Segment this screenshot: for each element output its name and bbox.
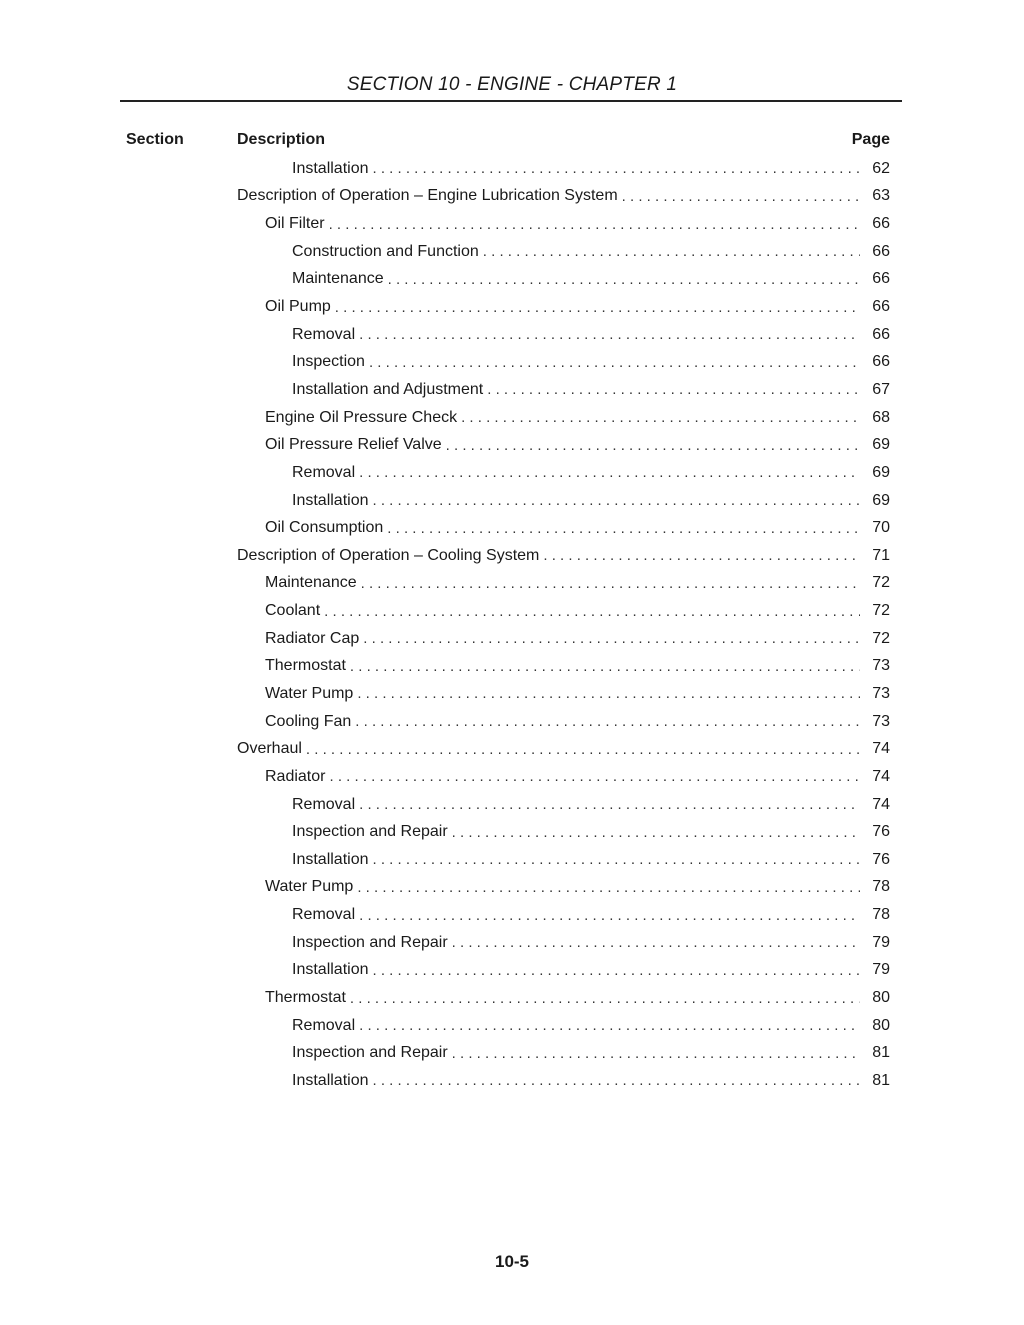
toc-entry-label: Removal bbox=[292, 463, 356, 481]
toc-entry-label: Thermostat bbox=[265, 989, 346, 1007]
toc-entry[interactable] bbox=[237, 1012, 890, 1040]
toc-leader-dots bbox=[373, 1072, 861, 1089]
toc-entry-page: 79 bbox=[872, 933, 890, 951]
column-header-page: Page bbox=[851, 131, 890, 148]
toc-entry-page: 74 bbox=[872, 767, 890, 785]
toc-entry-label: Removal bbox=[292, 795, 356, 813]
toc-entry-label: Oil Pump bbox=[265, 298, 331, 316]
toc-entry-label: Installation bbox=[292, 1071, 369, 1089]
toc-entry-page: 76 bbox=[872, 823, 890, 841]
toc-entry-page: 81 bbox=[872, 1071, 890, 1089]
toc-leader-dots bbox=[452, 824, 860, 841]
toc-leader-dots bbox=[369, 354, 860, 371]
toc-entry-page: 66 bbox=[872, 242, 890, 260]
toc-entry[interactable] bbox=[237, 901, 890, 929]
header-divider bbox=[120, 100, 902, 102]
toc-leader-dots bbox=[357, 685, 860, 702]
toc-entry-label: Description of Operation – Engine Lubrication System bbox=[237, 187, 618, 205]
toc-entry-page: 66 bbox=[872, 270, 890, 288]
toc-entry-page: 70 bbox=[872, 519, 890, 537]
toc-entry-label: Installation and Adjustment bbox=[292, 380, 484, 398]
toc-entry[interactable] bbox=[237, 376, 890, 404]
toc-leader-dots bbox=[355, 713, 860, 730]
toc-entry-page: 62 bbox=[872, 159, 890, 177]
toc-entry-page: 66 bbox=[872, 298, 890, 316]
toc-entry-page: 73 bbox=[872, 712, 890, 730]
toc-entry-page: 72 bbox=[872, 574, 890, 592]
toc-leader-dots bbox=[357, 879, 860, 896]
toc-entry[interactable] bbox=[237, 321, 890, 349]
toc-leader-dots bbox=[329, 768, 860, 785]
toc-entry[interactable] bbox=[237, 625, 890, 653]
toc-leader-dots bbox=[359, 326, 860, 343]
toc-entry-label: Water Pump bbox=[265, 684, 354, 702]
toc-leader-dots bbox=[373, 492, 861, 509]
toc-entry-page: 66 bbox=[872, 215, 890, 233]
toc-entry-label: Installation bbox=[292, 159, 369, 177]
toc-entry-label: Removal bbox=[292, 1016, 356, 1034]
page-number: 10-5 bbox=[494, 1252, 530, 1271]
toc-entry-page: 63 bbox=[872, 187, 890, 205]
toc-entry[interactable] bbox=[237, 183, 890, 211]
toc-entry-label: Coolant bbox=[265, 602, 321, 620]
toc-entry-page: 80 bbox=[872, 1016, 890, 1034]
toc-entry[interactable] bbox=[237, 487, 890, 515]
toc-entry[interactable] bbox=[237, 542, 890, 570]
toc-entry-page: 74 bbox=[872, 740, 890, 758]
toc-entry-label: Maintenance bbox=[292, 270, 384, 288]
toc-entry[interactable] bbox=[237, 1040, 890, 1068]
toc-entry-label: Inspection and Repair bbox=[292, 933, 448, 951]
page-title: SECTION 10 - ENGINE - CHAPTER 1 bbox=[346, 74, 678, 95]
toc-entry[interactable] bbox=[237, 818, 890, 846]
toc-entry-page: 76 bbox=[872, 850, 890, 868]
toc-entry-page: 66 bbox=[872, 325, 890, 343]
toc-entry-label: Oil Filter bbox=[265, 215, 325, 233]
toc-leader-dots bbox=[361, 575, 860, 592]
toc-entry[interactable] bbox=[237, 680, 890, 708]
toc-leader-dots bbox=[373, 160, 861, 177]
toc-entry-page: 78 bbox=[872, 906, 890, 924]
toc-entry[interactable] bbox=[237, 155, 890, 183]
toc-entry-label: Inspection bbox=[292, 353, 365, 371]
toc-entry[interactable] bbox=[237, 984, 890, 1012]
toc-entry-page: 73 bbox=[872, 684, 890, 702]
toc-entry-label: Installation bbox=[292, 961, 369, 979]
toc-entry[interactable] bbox=[237, 431, 890, 459]
toc-entry-label: Installation bbox=[292, 850, 369, 868]
toc-entry-label: Engine Oil Pressure Check bbox=[265, 408, 458, 426]
toc-entry-label: Oil Pressure Relief Valve bbox=[265, 436, 442, 454]
toc-entry-label: Oil Consumption bbox=[265, 519, 384, 537]
toc-entry-label: Water Pump bbox=[265, 878, 354, 896]
toc-leader-dots bbox=[388, 271, 860, 288]
toc-entry[interactable] bbox=[237, 404, 890, 432]
toc-leader-dots bbox=[363, 630, 860, 647]
toc-leader-dots bbox=[329, 216, 860, 233]
toc-entry[interactable] bbox=[237, 459, 890, 487]
toc-entry[interactable] bbox=[237, 597, 890, 625]
toc-entry[interactable] bbox=[237, 210, 890, 238]
toc-entry-page: 68 bbox=[872, 408, 890, 426]
column-header-description: Description bbox=[237, 131, 326, 148]
toc-leader-dots bbox=[461, 409, 860, 426]
toc-entry-label: Thermostat bbox=[265, 657, 346, 675]
toc-entry[interactable] bbox=[237, 763, 890, 791]
toc-entry-page: 67 bbox=[872, 380, 890, 398]
toc-leader-dots bbox=[487, 381, 860, 398]
toc-entry-label: Construction and Function bbox=[292, 242, 479, 260]
toc-entry-page: 71 bbox=[872, 546, 890, 564]
toc-entry-page: 74 bbox=[872, 795, 890, 813]
toc-entry-page: 79 bbox=[872, 961, 890, 979]
toc-entry[interactable] bbox=[237, 514, 890, 542]
toc-entry[interactable] bbox=[237, 266, 890, 294]
toc-leader-dots bbox=[387, 520, 860, 537]
toc-leader-dots bbox=[359, 796, 860, 813]
toc-leader-dots bbox=[622, 188, 860, 205]
toc-leader-dots bbox=[373, 962, 861, 979]
toc-entry-page: 69 bbox=[872, 436, 890, 454]
toc-entry-label: Maintenance bbox=[265, 574, 357, 592]
toc-leader-dots bbox=[350, 658, 860, 675]
toc-entry-page: 69 bbox=[872, 463, 890, 481]
column-header-section: Section bbox=[126, 131, 184, 148]
toc-entry[interactable] bbox=[237, 238, 890, 266]
toc-entry-page: 80 bbox=[872, 989, 890, 1007]
toc-leader-dots bbox=[452, 934, 860, 951]
toc-entry-label: Radiator bbox=[265, 767, 326, 785]
toc-entry-label: Radiator Cap bbox=[265, 629, 360, 647]
toc-entry-label: Cooling Fan bbox=[265, 712, 352, 730]
toc-entry-page: 73 bbox=[872, 657, 890, 675]
toc-entry-page: 78 bbox=[872, 878, 890, 896]
toc-entry[interactable] bbox=[237, 846, 890, 874]
toc-entry[interactable] bbox=[237, 570, 890, 598]
toc-leader-dots bbox=[306, 741, 860, 758]
toc-entry-page: 69 bbox=[872, 491, 890, 509]
toc-entry[interactable] bbox=[237, 929, 890, 957]
toc-entry[interactable] bbox=[237, 735, 890, 763]
toc-entry[interactable] bbox=[237, 791, 890, 819]
toc-entry[interactable] bbox=[237, 957, 890, 985]
toc-entry-label: Overhaul bbox=[237, 740, 302, 758]
table-of-contents bbox=[237, 155, 890, 1095]
toc-entry-label: Description of Operation – Cooling System bbox=[237, 546, 540, 564]
toc-entry-page: 72 bbox=[872, 602, 890, 620]
toc-leader-dots bbox=[324, 603, 860, 620]
toc-leader-dots bbox=[359, 907, 860, 924]
toc-leader-dots bbox=[359, 464, 860, 481]
toc-leader-dots bbox=[446, 437, 860, 454]
toc-entry-label: Removal bbox=[292, 325, 356, 343]
toc-entry-label: Inspection and Repair bbox=[292, 823, 448, 841]
toc-leader-dots bbox=[359, 1017, 860, 1034]
toc-leader-dots bbox=[452, 1045, 860, 1062]
toc-leader-dots bbox=[373, 851, 861, 868]
toc-leader-dots bbox=[543, 547, 860, 564]
toc-entry-label: Removal bbox=[292, 906, 356, 924]
toc-entry[interactable] bbox=[237, 348, 890, 376]
toc-entry-page: 66 bbox=[872, 353, 890, 371]
toc-entry[interactable] bbox=[237, 874, 890, 902]
toc-entry-page: 72 bbox=[872, 629, 890, 647]
toc-leader-dots bbox=[350, 990, 860, 1007]
toc-entry[interactable] bbox=[237, 1067, 890, 1095]
toc-entry-label: Installation bbox=[292, 491, 369, 509]
toc-entry[interactable] bbox=[237, 708, 890, 736]
toc-entry-label: Inspection and Repair bbox=[292, 1044, 448, 1062]
toc-leader-dots bbox=[483, 243, 860, 260]
toc-entry[interactable] bbox=[237, 293, 890, 321]
toc-entry[interactable] bbox=[237, 653, 890, 681]
toc-leader-dots bbox=[335, 299, 860, 316]
toc-entry-page: 81 bbox=[872, 1044, 890, 1062]
